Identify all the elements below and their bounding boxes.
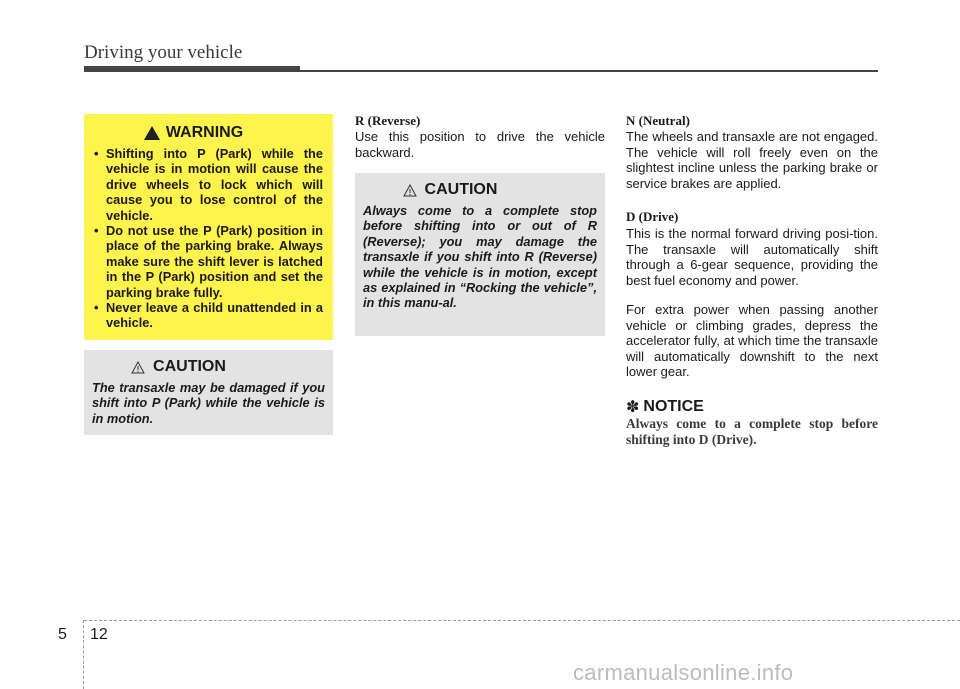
caution-text: The transaxle may be damaged if you shift into P (Park) while the vehicle is in motion. [92,380,325,426]
warning-box [84,114,333,340]
header-rule [300,70,878,72]
drive-heading: D (Drive) [626,209,679,224]
caution-box-reverse [355,173,605,336]
page-header-title: Driving your vehicle [84,42,243,63]
footer-rule [84,620,960,621]
warning-title: WARNING [165,124,244,141]
warning-heading [64,124,323,142]
chapter-number: 5 [58,626,67,643]
caution-title: CAUTION [424,181,498,198]
page-number: 12 [90,626,108,643]
warning-triangle-icon [144,126,160,140]
reverse-heading: R (Reverse) [355,113,421,128]
drive-text-1: This is the normal forward driving posi-tion. The transaxle will automatically shift through a 6-gear sequence, providing the best fuel economy and power. [626,226,878,288]
caution-triangle-icon [131,361,145,374]
notice-heading [626,397,704,417]
neutral-heading: N (Neutral) [626,113,690,128]
header-bar [84,66,300,72]
watermark: carmanualsonline.info [573,660,794,685]
caution-text: Always come to a complete stop before shifting into or out of R (Reverse); you may damage the transaxle if you shift into R (Reverse) while the vehicle is in motion, except as explained in “Rocking the vehicle”, in this manu-al. [363,203,597,311]
notice-title: NOTICE [643,398,704,415]
reverse-text: Use this position to drive the vehicle backward. [355,129,605,160]
caution-title: CAUTION [153,358,226,375]
warning-list [92,146,323,331]
caution-triangle-icon [403,184,417,197]
notice-star-icon: ✽ [626,399,640,416]
caution-heading [303,181,597,199]
warning-item: • Never leave a child unattended in a vehicle. [92,300,323,331]
warning-item: • Shifting into P (Park) while the vehicle is in motion will cause the drive wheels to lock which will cause you to lose control of the vehicle. [92,146,323,223]
neutral-text: The wheels and transaxle are not engaged. The vehicle will roll freely even on the slightest incline unless the parking brake or service brakes are applied. [626,129,878,191]
caution-box-park [84,350,333,435]
notice-text: Always come to a complete stop before shifting into D (Drive). [626,416,878,447]
drive-text-2: For extra power when passing another vehicle or climbing grades, depress the accelerator fully, at which time the transaxle will automatically downshift to the next lower gear. [626,302,878,380]
caution-heading [32,358,325,376]
warning-item: • Do not use the P (Park) position in place of the parking brake. Always make sure the shift lever is latched in the P (Park) position and set the parking brake fully. [92,223,323,300]
footer-divider [83,620,84,689]
